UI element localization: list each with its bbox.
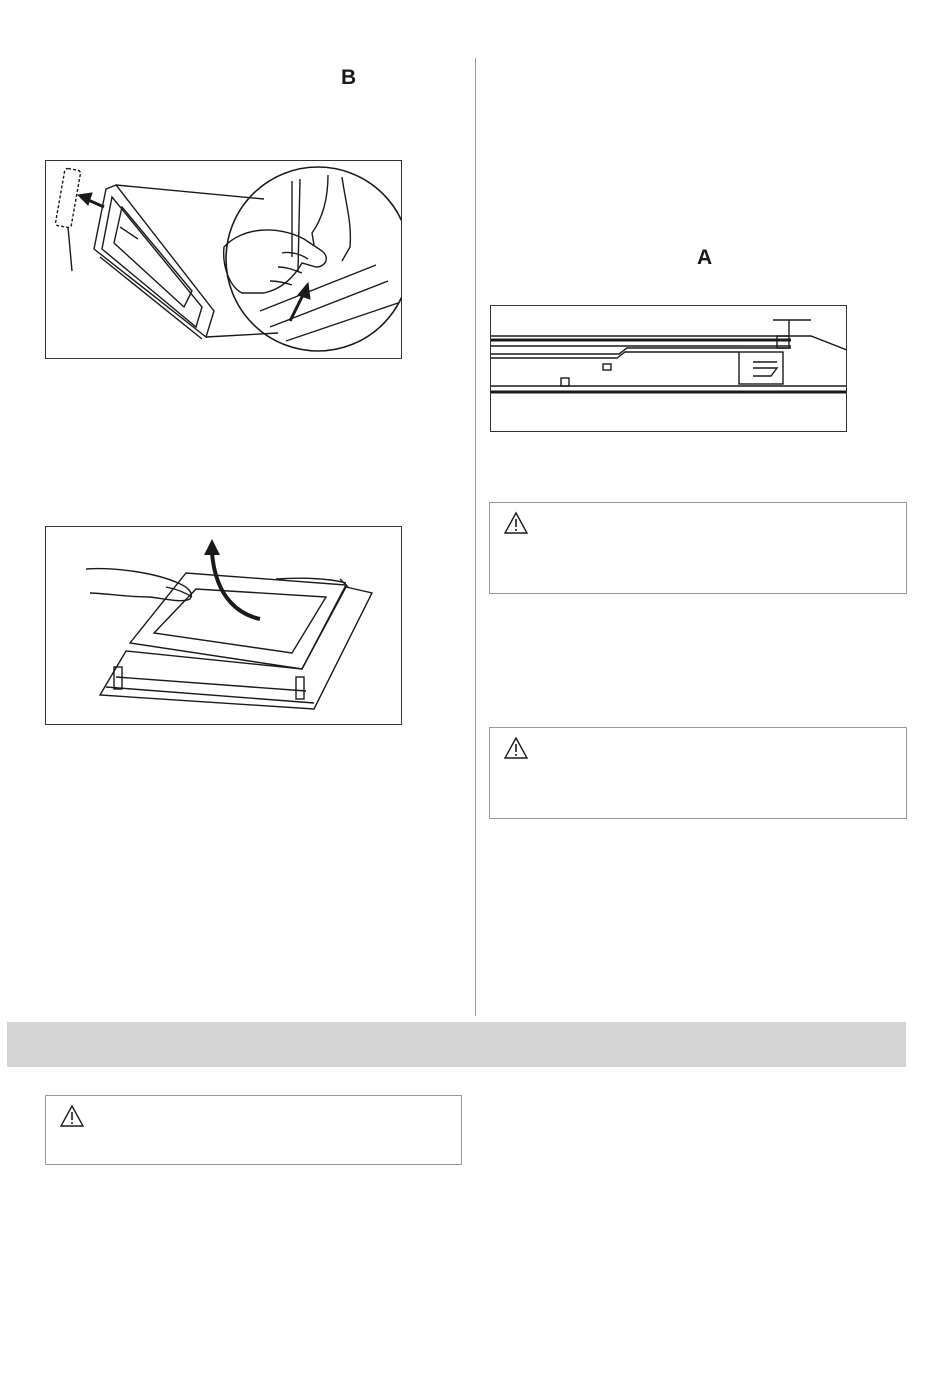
warning-triangle-icon (503, 736, 529, 760)
warning-triangle-icon (503, 511, 529, 535)
warning-box-1 (489, 502, 907, 594)
figure-rail-profile (490, 305, 847, 432)
rail-profile-illustration (491, 306, 846, 431)
door-removal-illustration (46, 161, 401, 358)
figure-label-b: B (341, 66, 357, 89)
glass-panel-illustration (46, 527, 401, 724)
warning-box-2 (489, 727, 907, 819)
warning-triangle-icon (59, 1104, 85, 1128)
warning-box-3 (45, 1095, 462, 1165)
column-divider (475, 58, 476, 1016)
figure-glass-panel (45, 526, 402, 725)
figure-label-a: A (697, 246, 713, 269)
section-header-band (7, 1022, 906, 1067)
figure-door-removal (45, 160, 402, 359)
